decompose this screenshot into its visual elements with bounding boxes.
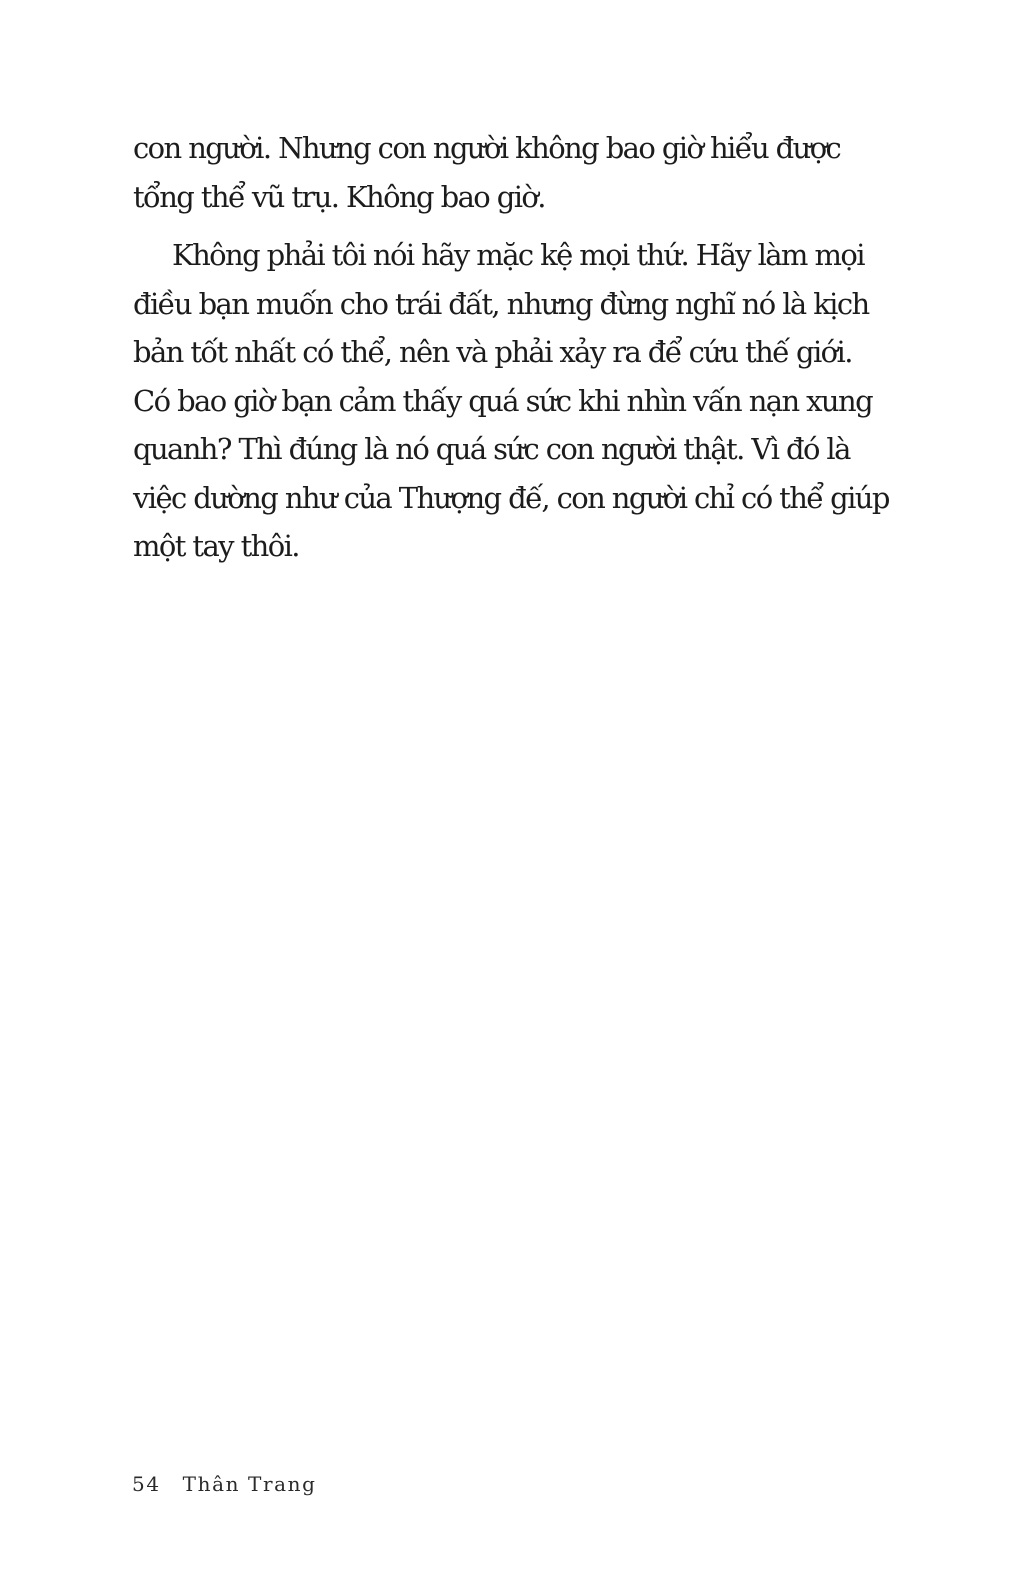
text-line: con người. Nhưng con người không bao giờ hiểu được (133, 131, 841, 165)
text-line: quanh? Thì đúng là nó quá sức con người thật. Vì đó là (133, 432, 850, 466)
text-line: điều bạn muốn cho trái đất, nhưng đừng nghĩ nó là kịch (133, 286, 869, 321)
text-line: bản tốt nhất có thể, nên và phải xảy ra để cứu thế giới. (133, 335, 852, 369)
text-line: Có bao giờ bạn cảm thấy quá sức khi nhìn vấn nạn xung (133, 383, 873, 418)
paragraph (133, 231, 893, 571)
paragraph (133, 124, 893, 221)
page-number: 54 (132, 1472, 161, 1496)
text-line: một tay thôi. (133, 529, 299, 563)
body-text (133, 124, 893, 571)
page-footer (132, 1472, 317, 1496)
paragraph-gap (133, 221, 893, 231)
text-line: việc dường như của Thượng đế, con người chỉ có thể giúp (133, 480, 889, 515)
text-line: Không phải tôi nói hãy mặc kệ mọi thứ. Hãy làm mọi (172, 238, 864, 272)
text-line: tổng thể vũ trụ. Không bao giờ. (133, 179, 545, 214)
author-name: Thân Trang (182, 1472, 317, 1496)
